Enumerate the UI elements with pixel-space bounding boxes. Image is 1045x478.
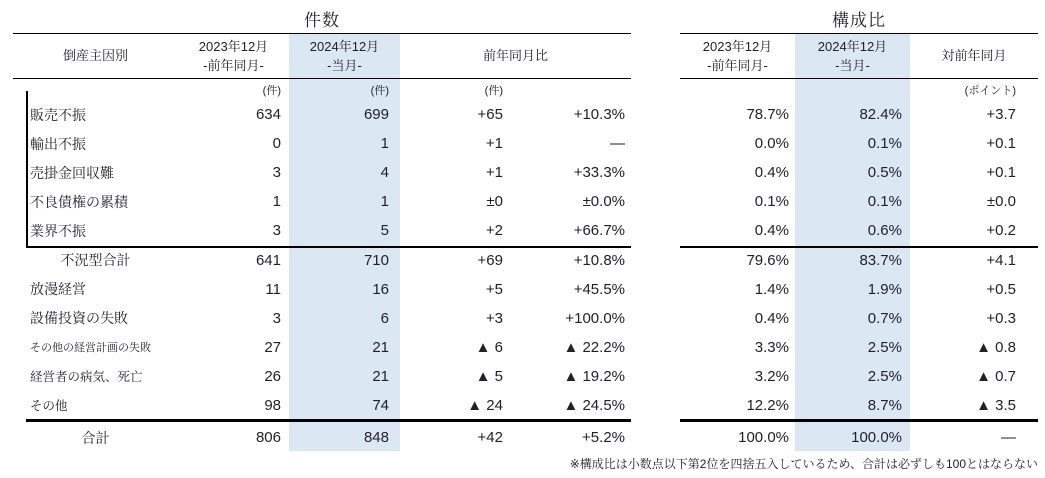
count-pct-value: +10.8% bbox=[573, 251, 625, 269]
ratio-point-value: +3.7 bbox=[986, 106, 1016, 124]
ratio-table-row bbox=[680, 158, 1038, 187]
count-table-row bbox=[13, 216, 631, 245]
count-current-value: 6 bbox=[380, 309, 389, 327]
count-prev-value: 27 bbox=[264, 338, 281, 356]
ratio-table-row bbox=[680, 216, 1038, 245]
ratio-point-value: ▲ 0.8 bbox=[976, 338, 1016, 356]
cause-label: その他 bbox=[30, 399, 68, 414]
ratio-prev-value: 79.6% bbox=[746, 251, 789, 269]
col-header-ratio-prev-line2: -前年同月- bbox=[707, 58, 768, 73]
col-header-current-month-line2: -当月- bbox=[327, 58, 362, 73]
rule-right-header bbox=[680, 78, 1038, 79]
unit-count-diff: (件) bbox=[484, 84, 503, 97]
cause-label: 不良債権の累積 bbox=[30, 193, 128, 210]
ratio-point-value: +0.3 bbox=[986, 309, 1016, 327]
col-header-prev-month-line1: 2023年12月 bbox=[198, 38, 269, 54]
ratio-point-value: — bbox=[1001, 429, 1016, 447]
count-pct-value: +45.5% bbox=[573, 280, 625, 298]
ratio-point-value: +0.5 bbox=[986, 280, 1016, 298]
count-pct-value: +66.7% bbox=[573, 222, 625, 240]
count-prev-value: 3 bbox=[272, 309, 281, 327]
count-prev-value: 3 bbox=[272, 164, 281, 182]
ratio-current-value: 0.1% bbox=[867, 193, 902, 211]
col-header-yoy-change: 前年同月比 bbox=[482, 48, 548, 64]
cause-label: その他の経営計画の失敗 bbox=[30, 342, 151, 355]
count-diff-value: +42 bbox=[477, 429, 503, 447]
ratio-current-value: 8.7% bbox=[867, 396, 902, 414]
ratio-prev-value: 1.4% bbox=[754, 280, 789, 298]
cause-label: 放漫経営 bbox=[30, 281, 86, 298]
ratio-table-row bbox=[680, 245, 1038, 274]
ratio-table-header bbox=[680, 34, 1038, 78]
ratio-prev-value: 0.0% bbox=[754, 135, 789, 153]
ratio-current-value: 100.0% bbox=[851, 429, 902, 447]
cause-label: 輸出不振 bbox=[30, 135, 86, 152]
unit-ratio-point: (ポイント) bbox=[964, 84, 1016, 97]
ratio-table-units bbox=[680, 80, 1038, 99]
ratio-point-value: +0.2 bbox=[986, 222, 1016, 240]
ratio-prev-value: 0.4% bbox=[754, 309, 789, 327]
cause-label: 業界不振 bbox=[30, 222, 86, 239]
count-current-value: 848 bbox=[363, 429, 389, 447]
count-diff-value: +1 bbox=[485, 135, 503, 153]
count-table-row bbox=[13, 391, 631, 420]
count-pct-value: +33.3% bbox=[573, 164, 625, 182]
count-table-row bbox=[13, 245, 631, 274]
ratio-current-value: 1.9% bbox=[867, 280, 902, 298]
ratio-current-value: 2.5% bbox=[867, 338, 902, 356]
col-header-ratio-current-month bbox=[795, 37, 910, 76]
count-table-header bbox=[13, 34, 631, 78]
col-header-prev-month-line2: -前年同月- bbox=[203, 58, 264, 73]
col-header-cause: 倒産主因別 bbox=[62, 48, 128, 64]
count-diff-value: +3 bbox=[485, 309, 503, 327]
count-table-row bbox=[13, 100, 631, 129]
count-table-row bbox=[13, 158, 631, 187]
ratio-current-value: 0.1% bbox=[867, 135, 902, 153]
count-table-title: 件数 bbox=[304, 11, 340, 30]
ratio-prev-value: 3.2% bbox=[754, 367, 789, 385]
ratio-current-value: 0.6% bbox=[867, 222, 902, 240]
count-current-value: 5 bbox=[380, 222, 389, 240]
col-header-ratio-current-line2: -当月- bbox=[835, 58, 870, 73]
ratio-current-value: 2.5% bbox=[867, 367, 902, 385]
count-pct-value: — bbox=[610, 135, 625, 153]
count-diff-value: ▲ 5 bbox=[475, 367, 503, 385]
count-diff-value: +1 bbox=[485, 164, 503, 182]
ratio-prev-value: 3.3% bbox=[754, 338, 789, 356]
count-diff-value: ±0 bbox=[486, 193, 503, 211]
count-diff-value: ▲ 24 bbox=[467, 396, 503, 414]
count-pct-value: +10.3% bbox=[573, 106, 625, 124]
cause-label: 不況型合計 bbox=[60, 252, 131, 269]
col-header-ratio-yoy: 対前年同月 bbox=[941, 48, 1007, 64]
rule-left-header bbox=[13, 78, 631, 79]
count-pct-value: ▲ 19.2% bbox=[563, 367, 625, 385]
ratio-table-body bbox=[680, 100, 1038, 452]
ratio-point-value: +0.1 bbox=[986, 164, 1016, 182]
count-prev-value: 1 bbox=[272, 193, 281, 211]
count-prev-value: 806 bbox=[255, 429, 281, 447]
count-prev-value: 26 bbox=[264, 367, 281, 385]
ratio-current-value: 83.7% bbox=[859, 251, 902, 269]
ratio-point-value: ▲ 3.5 bbox=[976, 396, 1016, 414]
count-prev-value: 0 bbox=[272, 135, 281, 153]
count-current-value: 21 bbox=[372, 338, 389, 356]
count-table-row bbox=[13, 187, 631, 216]
unit-count-current: (件) bbox=[370, 84, 389, 97]
count-diff-value: +5 bbox=[485, 280, 503, 298]
count-prev-value: 98 bbox=[264, 396, 281, 414]
count-prev-value: 11 bbox=[265, 280, 281, 298]
count-prev-value: 3 bbox=[272, 222, 281, 240]
ratio-current-value: 0.7% bbox=[867, 309, 902, 327]
ratio-table-row bbox=[680, 391, 1038, 420]
ratio-table-row bbox=[680, 304, 1038, 333]
count-table-row bbox=[13, 333, 631, 362]
ratio-point-value: +0.1 bbox=[986, 135, 1016, 153]
count-pct-value: ▲ 24.5% bbox=[563, 396, 625, 414]
col-header-current-month-line1: 2024年12月 bbox=[309, 38, 380, 54]
ratio-table-title: 構成比 bbox=[832, 11, 886, 30]
ratio-prev-value: 78.7% bbox=[746, 106, 789, 124]
count-current-value: 4 bbox=[380, 164, 389, 182]
count-pct-value: +5.2% bbox=[582, 429, 625, 447]
count-diff-value: ▲ 6 bbox=[475, 338, 503, 356]
ratio-table-row bbox=[680, 187, 1038, 216]
count-current-value: 74 bbox=[372, 396, 389, 414]
count-pct-value: ±0.0% bbox=[582, 193, 625, 211]
cause-label: 経営者の病気、死亡 bbox=[30, 370, 143, 385]
count-prev-value: 641 bbox=[255, 251, 281, 269]
count-current-value: 21 bbox=[372, 367, 389, 385]
count-current-value: 710 bbox=[363, 251, 389, 269]
cause-label: 販売不振 bbox=[30, 106, 86, 123]
ratio-table-row bbox=[680, 423, 1038, 452]
ratio-prev-value: 0.4% bbox=[754, 222, 789, 240]
count-table-row bbox=[13, 129, 631, 158]
count-pct-value: +100.0% bbox=[565, 309, 625, 327]
ratio-table-row bbox=[680, 129, 1038, 158]
ratio-prev-value: 100.0% bbox=[738, 429, 789, 447]
ratio-prev-value: 0.1% bbox=[754, 193, 789, 211]
count-current-value: 699 bbox=[363, 106, 389, 124]
count-diff-value: +65 bbox=[477, 106, 503, 124]
count-prev-value: 634 bbox=[255, 106, 281, 124]
ratio-table-row bbox=[680, 333, 1038, 362]
count-table-body bbox=[13, 100, 631, 452]
col-header-current-month bbox=[289, 37, 400, 76]
col-header-ratio-current-line1: 2024年12月 bbox=[817, 38, 888, 54]
cause-label: 売掛金回収難 bbox=[30, 164, 114, 181]
ratio-prev-value: 0.4% bbox=[754, 164, 789, 182]
count-table-row bbox=[13, 362, 631, 391]
ratio-prev-value: 12.2% bbox=[746, 396, 789, 414]
count-diff-value: +2 bbox=[485, 222, 503, 240]
count-table-row bbox=[13, 275, 631, 304]
ratio-table-row bbox=[680, 100, 1038, 129]
ratio-table-row bbox=[680, 362, 1038, 391]
count-current-value: 1 bbox=[380, 193, 389, 211]
rounding-footnote: ※構成比は小数点以下第2位を四捨五入しているため、合計は必ずしも100とはならない bbox=[569, 457, 1038, 471]
ratio-table-row bbox=[680, 275, 1038, 304]
cause-label: 合計 bbox=[81, 429, 110, 446]
count-table-row bbox=[13, 304, 631, 333]
col-header-ratio-prev-month bbox=[680, 37, 795, 76]
col-header-prev-month bbox=[178, 37, 289, 76]
ratio-point-value: ±0.0 bbox=[986, 193, 1016, 211]
unit-count-prev: (件) bbox=[262, 84, 281, 97]
count-current-value: 16 bbox=[372, 280, 389, 298]
count-table-units bbox=[13, 80, 631, 99]
count-diff-value: +69 bbox=[477, 251, 503, 269]
ratio-point-value: ▲ 0.7 bbox=[976, 367, 1016, 385]
count-table-row bbox=[13, 423, 631, 452]
count-pct-value: ▲ 22.2% bbox=[563, 338, 625, 356]
ratio-current-value: 82.4% bbox=[859, 106, 902, 124]
count-current-value: 1 bbox=[380, 135, 389, 153]
cause-label: 設備投資の失敗 bbox=[30, 310, 128, 327]
col-header-ratio-prev-line1: 2023年12月 bbox=[702, 38, 773, 54]
ratio-current-value: 0.5% bbox=[867, 164, 902, 182]
ratio-point-value: +4.1 bbox=[986, 251, 1016, 269]
